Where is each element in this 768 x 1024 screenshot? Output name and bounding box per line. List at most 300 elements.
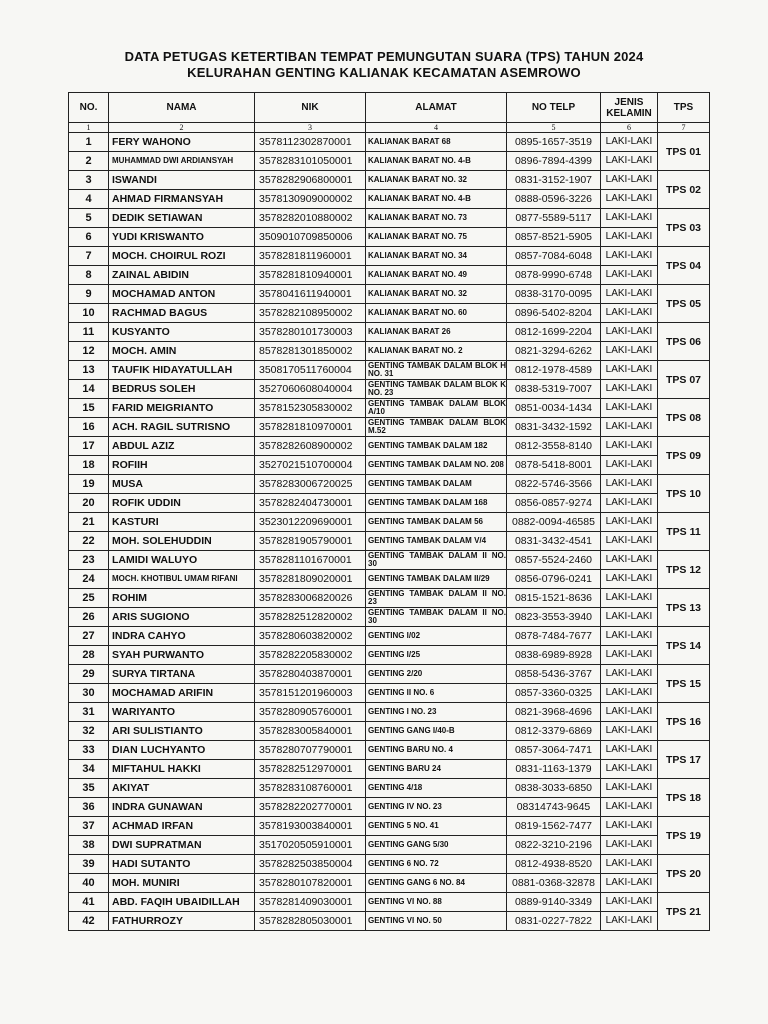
officer-gender: LAKI-LAKI <box>601 798 658 817</box>
table-row <box>69 722 710 741</box>
officer-nik: 3578280905760001 <box>255 703 366 722</box>
officer-phone: 0857-7084-6048 <box>507 247 601 266</box>
officer-phone: 08314743-9645 <box>507 798 601 817</box>
officer-phone: 0881-0368-32878 <box>507 874 601 893</box>
table-row <box>69 304 710 323</box>
officer-name: MOH. MUNIRI <box>109 874 255 893</box>
officer-gender: LAKI-LAKI <box>601 228 658 247</box>
row-number: 31 <box>69 703 109 722</box>
officer-gender: LAKI-LAKI <box>601 456 658 475</box>
officer-name: HADI SUTANTO <box>109 855 255 874</box>
officer-gender: LAKI-LAKI <box>601 817 658 836</box>
table-row <box>69 475 710 494</box>
officer-gender: LAKI-LAKI <box>601 342 658 361</box>
officer-address: GENTING I/25 <box>366 646 507 665</box>
officer-nik: 3578280707790001 <box>255 741 366 760</box>
table-row <box>69 456 710 475</box>
officer-gender: LAKI-LAKI <box>601 209 658 228</box>
officer-name: WARIYANTO <box>109 703 255 722</box>
officer-address-text: GENTING TAMBAK DALAM BLOK A/10 <box>368 398 506 416</box>
officer-name: ABDUL AZIZ <box>109 437 255 456</box>
officer-name: RACHMAD BAGUS <box>109 304 255 323</box>
officer-phone: 0895-1657-3519 <box>507 133 601 152</box>
officer-gender: LAKI-LAKI <box>601 646 658 665</box>
document-subtitle: KELURAHAN GENTING KALIANAK KECAMATAN ASEMROWO <box>187 65 581 80</box>
officer-name: MOCHAMAD ANTON <box>109 285 255 304</box>
officer-address-text: GENTING TAMBAK DALAM BLOK M.52 <box>368 417 506 435</box>
officer-nik: 3578281905790001 <box>255 532 366 551</box>
officer-nik: 3578283101050001 <box>255 152 366 171</box>
row-number: 30 <box>69 684 109 703</box>
officer-nik: 3578280603820002 <box>255 627 366 646</box>
table-row <box>69 646 710 665</box>
table-row <box>69 342 710 361</box>
officer-address <box>366 456 507 475</box>
column-number: 5 <box>507 123 601 133</box>
row-number: 35 <box>69 779 109 798</box>
officer-phone: 0821-3968-4696 <box>507 703 601 722</box>
table-row <box>69 133 710 152</box>
table-body <box>69 133 710 931</box>
column-number-row <box>69 123 710 133</box>
officer-address-text: GENTING TAMBAK DALAM II NO. 30 <box>368 550 506 568</box>
row-number: 1 <box>69 133 109 152</box>
row-number: 16 <box>69 418 109 437</box>
table-row <box>69 855 710 874</box>
officer-phone: 0821-3294-6262 <box>507 342 601 361</box>
officer-address <box>366 589 507 608</box>
officer-address: KALIANAK BARAT NO. 73 <box>366 209 507 228</box>
officer-phone: 0831-3432-4541 <box>507 532 601 551</box>
row-number: 36 <box>69 798 109 817</box>
officer-phone: 0878-5418-8001 <box>507 456 601 475</box>
officer-gender: LAKI-LAKI <box>601 703 658 722</box>
officer-gender: LAKI-LAKI <box>601 380 658 399</box>
officer-name: ZAINAL ABIDIN <box>109 266 255 285</box>
column-number: 1 <box>69 123 109 133</box>
table-row <box>69 171 710 190</box>
officer-gender: LAKI-LAKI <box>601 855 658 874</box>
officer-gender: LAKI-LAKI <box>601 836 658 855</box>
row-number: 4 <box>69 190 109 209</box>
officer-address: GENTING VI NO. 50 <box>366 912 507 931</box>
officer-address-text: GENTING TAMBAK DALAM BLOK K NO. 23 <box>368 379 506 397</box>
officer-name: LAMIDI WALUYO <box>109 551 255 570</box>
row-number: 42 <box>69 912 109 931</box>
officer-nik: 3578283006720025 <box>255 475 366 494</box>
row-number: 28 <box>69 646 109 665</box>
officer-name: MOH. SOLEHUDDIN <box>109 532 255 551</box>
officer-name: AKIYAT <box>109 779 255 798</box>
officer-name: ROFIIH <box>109 456 255 475</box>
officer-phone: 0857-3064-7471 <box>507 741 601 760</box>
officer-phone: 0812-1978-4589 <box>507 361 601 380</box>
officer-address: KALIANAK BARAT NO. 75 <box>366 228 507 247</box>
officer-gender: LAKI-LAKI <box>601 285 658 304</box>
row-number: 3 <box>69 171 109 190</box>
officer-nik: 3578281810970001 <box>255 418 366 437</box>
officer-gender: LAKI-LAKI <box>601 722 658 741</box>
officer-nik: 3527060608040004 <box>255 380 366 399</box>
tps-label: TPS 17 <box>658 741 710 779</box>
row-number: 21 <box>69 513 109 532</box>
table-row <box>69 760 710 779</box>
table-row <box>69 323 710 342</box>
officer-gender: LAKI-LAKI <box>601 551 658 570</box>
tps-label: TPS 03 <box>658 209 710 247</box>
officer-name: ISWANDI <box>109 171 255 190</box>
officer-name: KASTURI <box>109 513 255 532</box>
officer-name: ACH. RAGIL SUTRISNO <box>109 418 255 437</box>
row-number: 24 <box>69 570 109 589</box>
officer-gender: LAKI-LAKI <box>601 171 658 190</box>
officer-phone: 0822-3210-2196 <box>507 836 601 855</box>
officer-phone: 0819-1562-7477 <box>507 817 601 836</box>
row-number: 38 <box>69 836 109 855</box>
tps-label: TPS 04 <box>658 247 710 285</box>
officer-address <box>366 418 507 437</box>
officer-nik: 8578281301850002 <box>255 342 366 361</box>
officer-gender: LAKI-LAKI <box>601 893 658 912</box>
officer-nik: 3578280107820001 <box>255 874 366 893</box>
officer-address: KALIANAK BARAT NO. 32 <box>366 285 507 304</box>
header-alamat: ALAMAT <box>366 93 507 123</box>
officer-nik: 3523012209690001 <box>255 513 366 532</box>
officer-address: GENTING 6 NO. 72 <box>366 855 507 874</box>
table-row <box>69 779 710 798</box>
column-number: 4 <box>366 123 507 133</box>
table-row <box>69 228 710 247</box>
officer-nik: 3578281809020001 <box>255 570 366 589</box>
tps-label: TPS 09 <box>658 437 710 475</box>
officer-nik: 3578282404730001 <box>255 494 366 513</box>
officer-name: MOCH. CHOIRUL ROZI <box>109 247 255 266</box>
officer-gender: LAKI-LAKI <box>601 741 658 760</box>
table-row <box>69 152 710 171</box>
row-number: 39 <box>69 855 109 874</box>
officer-name: FARID MEIGRIANTO <box>109 399 255 418</box>
tps-label: TPS 07 <box>658 361 710 399</box>
officer-name: MUSA <box>109 475 255 494</box>
header-jenis-kelamin: JENIS KELAMIN <box>601 93 658 123</box>
officer-phone: 0812-3558-8140 <box>507 437 601 456</box>
tps-label: TPS 21 <box>658 893 710 931</box>
row-number: 29 <box>69 665 109 684</box>
officer-gender: LAKI-LAKI <box>601 266 658 285</box>
header-row <box>69 93 710 123</box>
officer-gender: LAKI-LAKI <box>601 437 658 456</box>
officer-nik: 3578280403870001 <box>255 665 366 684</box>
officer-gender: LAKI-LAKI <box>601 190 658 209</box>
officer-gender: LAKI-LAKI <box>601 627 658 646</box>
officer-address: GENTING BARU 24 <box>366 760 507 779</box>
column-number: 3 <box>255 123 366 133</box>
table-row <box>69 912 710 931</box>
officer-phone: 0857-5524-2460 <box>507 551 601 570</box>
officer-phone: 0877-5589-5117 <box>507 209 601 228</box>
header-nik: NIK <box>255 93 366 123</box>
officer-nik: 3578151201960003 <box>255 684 366 703</box>
officer-phone: 0812-4938-8520 <box>507 855 601 874</box>
officer-phone: 0878-7484-7677 <box>507 627 601 646</box>
officer-phone: 0856-0857-9274 <box>507 494 601 513</box>
officer-gender: LAKI-LAKI <box>601 304 658 323</box>
table-row <box>69 266 710 285</box>
document-title: DATA PETUGAS KETERTIBAN TEMPAT PEMUNGUTAN SUARA (TPS) TAHUN 2024 <box>124 49 644 64</box>
table-row <box>69 703 710 722</box>
officer-phone: 0857-8521-5905 <box>507 228 601 247</box>
officer-name: INDRA CAHYO <box>109 627 255 646</box>
officer-phone: 0815-1521-8636 <box>507 589 601 608</box>
row-number: 25 <box>69 589 109 608</box>
officer-nik: 3578281810940001 <box>255 266 366 285</box>
header-nama: NAMA <box>109 93 255 123</box>
tps-label: TPS 02 <box>658 171 710 209</box>
table-row <box>69 437 710 456</box>
table-row <box>69 589 710 608</box>
table-row <box>69 532 710 551</box>
row-number: 26 <box>69 608 109 627</box>
table-row <box>69 190 710 209</box>
officer-name: MIFTAHUL HAKKI <box>109 760 255 779</box>
officer-gender: LAKI-LAKI <box>601 247 658 266</box>
officer-nik: 3578283005840001 <box>255 722 366 741</box>
row-number: 10 <box>69 304 109 323</box>
officer-address <box>366 399 507 418</box>
officer-phone: 0856-0796-0241 <box>507 570 601 589</box>
officer-gender: LAKI-LAKI <box>601 152 658 171</box>
row-number: 5 <box>69 209 109 228</box>
officer-gender: LAKI-LAKI <box>601 608 658 627</box>
table-row <box>69 570 710 589</box>
officer-address <box>366 380 507 399</box>
row-number: 34 <box>69 760 109 779</box>
officer-name: KUSYANTO <box>109 323 255 342</box>
officer-nik: 3578283108760001 <box>255 779 366 798</box>
officer-address: KALIANAK BARAT 26 <box>366 323 507 342</box>
officer-gender: LAKI-LAKI <box>601 475 658 494</box>
officer-address: GENTING TAMBAK DALAM II/29 <box>366 570 507 589</box>
officer-address: GENTING TAMBAK DALAM 56 <box>366 513 507 532</box>
officer-nik: 3527021510700004 <box>255 456 366 475</box>
tps-label: TPS 13 <box>658 589 710 627</box>
tps-label: TPS 10 <box>658 475 710 513</box>
row-number: 17 <box>69 437 109 456</box>
officer-nik: 3578282805030001 <box>255 912 366 931</box>
row-number: 19 <box>69 475 109 494</box>
row-number: 13 <box>69 361 109 380</box>
officer-phone: 0831-3152-1907 <box>507 171 601 190</box>
table-row <box>69 874 710 893</box>
officer-nik: 3578282010880002 <box>255 209 366 228</box>
officer-gender: LAKI-LAKI <box>601 133 658 152</box>
officer-name: MUHAMMAD DWI ARDIANSYAH <box>109 152 255 171</box>
table-row <box>69 798 710 817</box>
table-row <box>69 608 710 627</box>
table-row <box>69 380 710 399</box>
officer-phone: 0896-7894-4399 <box>507 152 601 171</box>
officer-gender: LAKI-LAKI <box>601 760 658 779</box>
officer-name: MOCHAMAD ARIFIN <box>109 684 255 703</box>
table-row <box>69 494 710 513</box>
officer-name: FATHURROZY <box>109 912 255 931</box>
officer-gender: LAKI-LAKI <box>601 494 658 513</box>
officer-name: BEDRUS SOLEH <box>109 380 255 399</box>
officer-gender: LAKI-LAKI <box>601 874 658 893</box>
officer-address: GENTING 4/18 <box>366 779 507 798</box>
row-number: 2 <box>69 152 109 171</box>
officer-address: KALIANAK BARAT NO. 2 <box>366 342 507 361</box>
officer-address: KALIANAK BARAT NO. 4-B <box>366 190 507 209</box>
officer-name: DIAN LUCHYANTO <box>109 741 255 760</box>
officer-nik: 3578112302870001 <box>255 133 366 152</box>
officer-phone: 0888-0596-3226 <box>507 190 601 209</box>
table-row <box>69 893 710 912</box>
tps-label: TPS 05 <box>658 285 710 323</box>
officer-name: TAUFIK HIDAYATULLAH <box>109 361 255 380</box>
officer-phone: 0889-9140-3349 <box>507 893 601 912</box>
tps-label: TPS 16 <box>658 703 710 741</box>
officer-gender: LAKI-LAKI <box>601 665 658 684</box>
table-row <box>69 285 710 304</box>
header-no-telp: NO TELP <box>507 93 601 123</box>
table-row <box>69 684 710 703</box>
officer-address: GENTING TAMBAK DALAM <box>366 475 507 494</box>
table-row <box>69 627 710 646</box>
officer-nik: 3578041611940001 <box>255 285 366 304</box>
officer-nik: 3578282906800001 <box>255 171 366 190</box>
officer-name: FERY WAHONO <box>109 133 255 152</box>
officer-address-text: GENTING TAMBAK DALAM II NO. 30 <box>368 607 506 625</box>
table-row <box>69 399 710 418</box>
officer-gender: LAKI-LAKI <box>601 570 658 589</box>
column-number: 7 <box>658 123 710 133</box>
table-row <box>69 513 710 532</box>
officer-phone: 0858-5436-3767 <box>507 665 601 684</box>
officer-phone: 0838-3170-0095 <box>507 285 601 304</box>
officer-address: GENTING VI NO. 88 <box>366 893 507 912</box>
table-row <box>69 551 710 570</box>
table-row <box>69 209 710 228</box>
row-number: 11 <box>69 323 109 342</box>
officer-name: ROHIM <box>109 589 255 608</box>
officer-phone: 0851-0034-1434 <box>507 399 601 418</box>
row-number: 23 <box>69 551 109 570</box>
row-number: 7 <box>69 247 109 266</box>
officer-address: GENTING I NO. 23 <box>366 703 507 722</box>
officer-name: INDRA GUNAWAN <box>109 798 255 817</box>
header-no: NO. <box>69 93 109 123</box>
officer-name: DEDIK SETIAWAN <box>109 209 255 228</box>
table-row <box>69 665 710 684</box>
officer-address: KALIANAK BARAT NO. 4-B <box>366 152 507 171</box>
officer-address: KALIANAK BARAT NO. 34 <box>366 247 507 266</box>
officer-gender: LAKI-LAKI <box>601 361 658 380</box>
officer-phone: 0831-0227-7822 <box>507 912 601 931</box>
officer-address: KALIANAK BARAT NO. 32 <box>366 171 507 190</box>
tps-label: TPS 18 <box>658 779 710 817</box>
officer-gender: LAKI-LAKI <box>601 323 658 342</box>
officer-nik: 3578280101730003 <box>255 323 366 342</box>
officer-nik: 3578193003840001 <box>255 817 366 836</box>
officer-table <box>68 92 710 931</box>
row-number: 22 <box>69 532 109 551</box>
officer-address: KALIANAK BARAT 68 <box>366 133 507 152</box>
officer-address: GENTING TAMBAK DALAM V/4 <box>366 532 507 551</box>
officer-nik: 3578282512970001 <box>255 760 366 779</box>
officer-nik: 3509010709850006 <box>255 228 366 247</box>
tps-label: TPS 14 <box>658 627 710 665</box>
officer-nik: 3578282108950002 <box>255 304 366 323</box>
officer-address: GENTING I/02 <box>366 627 507 646</box>
officer-gender: LAKI-LAKI <box>601 912 658 931</box>
column-number: 2 <box>109 123 255 133</box>
row-number: 27 <box>69 627 109 646</box>
row-number: 40 <box>69 874 109 893</box>
officer-nik: 3578282608900002 <box>255 437 366 456</box>
officer-phone: 0831-1163-1379 <box>507 760 601 779</box>
officer-nik: 3578282503850004 <box>255 855 366 874</box>
officer-address <box>366 608 507 627</box>
table-row <box>69 817 710 836</box>
officer-nik: 3578281811960001 <box>255 247 366 266</box>
officer-phone: 0838-5319-7007 <box>507 380 601 399</box>
officer-address: GENTING 5 NO. 41 <box>366 817 507 836</box>
tps-label: TPS 11 <box>658 513 710 551</box>
table-row <box>69 741 710 760</box>
table-row <box>69 836 710 855</box>
officer-name: YUDI KRISWANTO <box>109 228 255 247</box>
officer-address: GENTING GANG 6 NO. 84 <box>366 874 507 893</box>
table-row <box>69 418 710 437</box>
officer-name: DWI SUPRATMAN <box>109 836 255 855</box>
officer-name: ARI SULISTIANTO <box>109 722 255 741</box>
officer-phone: 0882-0094-46585 <box>507 513 601 532</box>
officer-address <box>366 551 507 570</box>
officer-gender: LAKI-LAKI <box>601 399 658 418</box>
row-number: 6 <box>69 228 109 247</box>
tps-label: TPS 12 <box>658 551 710 589</box>
tps-label: TPS 08 <box>658 399 710 437</box>
row-number: 41 <box>69 893 109 912</box>
tps-label: TPS 06 <box>658 323 710 361</box>
row-number: 20 <box>69 494 109 513</box>
officer-name: AHMAD FIRMANSYAH <box>109 190 255 209</box>
column-number: 6 <box>601 123 658 133</box>
officer-nik: 3578283006820026 <box>255 589 366 608</box>
table-row <box>69 247 710 266</box>
row-number: 12 <box>69 342 109 361</box>
officer-name: SYAH PURWANTO <box>109 646 255 665</box>
officer-address: GENTING 2/20 <box>366 665 507 684</box>
officer-name: MOCH. KHOTIBUL UMAM RIFANI <box>109 570 255 589</box>
officer-address: GENTING GANG I/40-B <box>366 722 507 741</box>
row-number: 37 <box>69 817 109 836</box>
row-number: 32 <box>69 722 109 741</box>
officer-address: GENTING II NO. 6 <box>366 684 507 703</box>
row-number: 15 <box>69 399 109 418</box>
officer-address: KALIANAK BARAT NO. 49 <box>366 266 507 285</box>
officer-name: ARIS SUGIONO <box>109 608 255 627</box>
officer-nik: 3578282512820002 <box>255 608 366 627</box>
officer-nik: 3508170511760004 <box>255 361 366 380</box>
officer-nik: 3517020505910001 <box>255 836 366 855</box>
officer-phone: 0857-3360-0325 <box>507 684 601 703</box>
officer-nik: 3578281101670001 <box>255 551 366 570</box>
officer-address: KALIANAK BARAT NO. 60 <box>366 304 507 323</box>
officer-address: GENTING GANG 5/30 <box>366 836 507 855</box>
officer-gender: LAKI-LAKI <box>601 589 658 608</box>
